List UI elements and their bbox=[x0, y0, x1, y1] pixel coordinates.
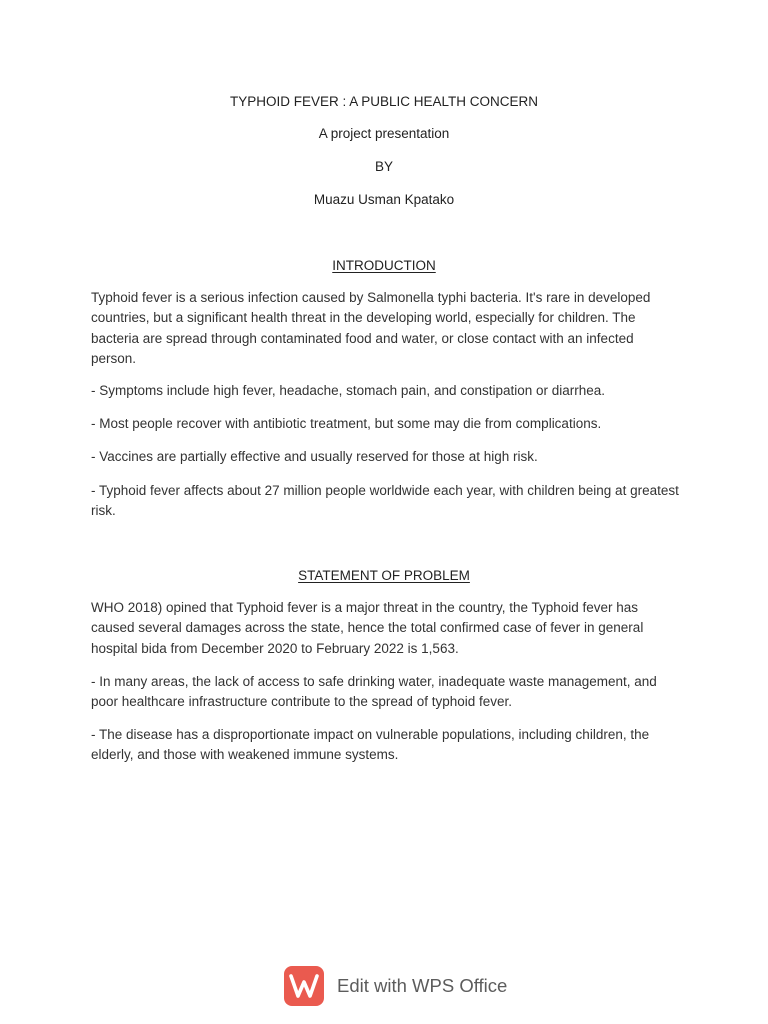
intro-bullet-prevalence: - Typhoid fever affects about 27 million people worldwide each year, with children being at greatest risk. bbox=[91, 483, 679, 519]
wps-logo-icon bbox=[284, 966, 324, 1006]
author-name: Muazu Usman Kpatako bbox=[313, 192, 455, 207]
introduction-heading: INTRODUCTION bbox=[332, 258, 436, 273]
by-label: BY bbox=[374, 159, 393, 174]
problem-bullet-access: - In many areas, the lack of access to safe drinking water, inadequate waste management, and poor healthcare infrastructure contribute to the spread of typhoid fever. bbox=[91, 674, 657, 710]
wps-edit-label[interactable]: Edit with WPS Office bbox=[337, 975, 508, 996]
intro-bullet-vaccines: - Vaccines are partially effective and usually reserved for those at high risk. bbox=[91, 449, 538, 464]
document-subtitle: A project presentation bbox=[318, 126, 450, 141]
problem-bullet-vulnerable: - The disease has a disproportionate impact on vulnerable populations, including children, the elderly, and those with weakened immune systems. bbox=[91, 727, 650, 763]
problem-heading: STATEMENT OF PROBLEM bbox=[298, 568, 470, 583]
document-title: TYPHOID FEVER : A PUBLIC HEALTH CONCERN bbox=[229, 94, 539, 109]
intro-bullet-symptoms: - Symptoms include high fever, headache, stomach pain, and constipation or diarrhea. bbox=[91, 383, 606, 398]
intro-paragraph: Typhoid fever is a serious infection caused by Salmonella typhi bacteria. It's rare in developed countries, but a significant health threat in the developing world, especially for children. The bacteria are spread through contaminated food and water, or close contact with an infected person. bbox=[91, 290, 651, 366]
problem-paragraph: WHO 2018) opined that Typhoid fever is a major threat in the country, the Typhoid fever has caused several damages across the state, hence the total confirmed case of fever in general hospital bida from December 2020 to February 2022 is 1,563. bbox=[91, 600, 644, 656]
intro-bullet-recovery: - Most people recover with antibiotic treatment, but some may die from complications. bbox=[91, 416, 602, 431]
wps-edit-banner[interactable] bbox=[284, 965, 507, 1007]
